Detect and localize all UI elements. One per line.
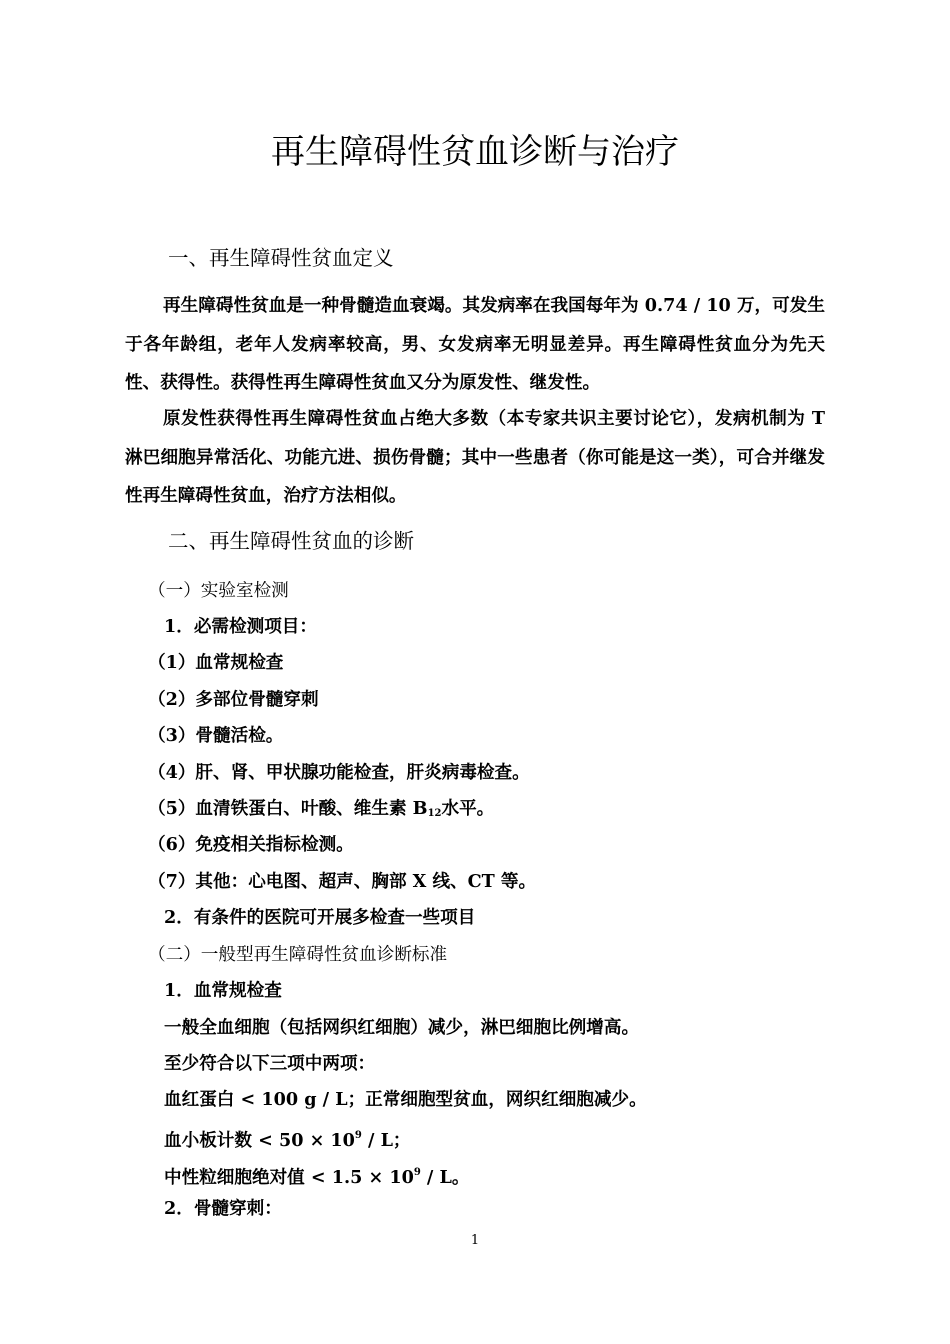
neutrophil-criterion [164,1159,469,1192]
vitamin-b12-subscript: 12 [427,808,442,819]
lab-tests-heading: （一）实验室检测 [148,581,289,601]
lab-item-1: （1）血常规检查 [148,652,284,673]
criteria-heading: （二）一般型再生障碍性贫血诊断标准 [148,945,448,965]
definition-paragraph-2: 原发性获得性再生障碍性贫血占绝大多数（本专家共识主要讨论它），发病机制为 T 淋巴细胞异常活化、功能亢进、损伤骨髓；其中一些患者（你可能是这一类），可合并继发性再生障碍性贫血，治疗方法相似。 [125,408,825,506]
optional-tests-line: 2．有条件的医院可开展多检查一些项目 [164,907,476,928]
lab-item-7: （7）其他：心电图、超声、胸部 X 线、CT 等。 [148,871,537,892]
neutrophil-exponent: 9 [413,1167,421,1178]
hemoglobin-criterion: 血红蛋白 < 100 g / L；正常细胞型贫血，网织红细胞减少。 [164,1089,647,1110]
platelet-criterion [164,1122,411,1155]
marrow-aspiration-heading: 2．骨髓穿刺： [164,1198,282,1219]
blood-routine-heading: 1．血常规检查 [164,980,282,1001]
section1-heading: 一、再生障碍性贫血定义 [168,246,394,270]
page-number: 1 [470,1233,480,1248]
lab-item-2: （2）多部位骨髓穿刺 [148,689,319,710]
criteria-line-1: 一般全血细胞（包括网织红细胞）减少，淋巴细胞比例增高。 [164,1017,640,1038]
definition-paragraph-1: 再生障碍性贫血是一种骨髓造血衰竭。其发病率在我国每年为 0.74 / 10 万，可发生于各年龄组，老年人发病率较高，男、女发病率无明显差异。再生障碍性贫血分为先天性、获得性。获得性再生障碍性贫血又分为原发性、继发性。 [125,295,825,393]
section2-heading: 二、再生障碍性贫血的诊断 [168,529,414,553]
lab-item-3: （3）骨髓活检。 [148,725,284,746]
lab-item-5 [148,795,494,828]
neutrophil-suffix: / L。 [420,1167,470,1188]
neutrophil-prefix: 中性粒细胞绝对值 < 1.5 × 10 [164,1167,414,1188]
lab-item-4: （4）肝、肾、甲状腺功能检查，肝炎病毒检查。 [148,762,530,783]
lab-item-6: （6）免疫相关指标检测。 [148,834,354,855]
criteria-line-2: 至少符合以下三项中两项： [164,1053,376,1074]
lab-item-5-prefix: （5）血清铁蛋白、叶酸、维生素 B [148,798,428,819]
required-tests-heading: 1．必需检测项目： [164,616,317,637]
lab-item-5-suffix: 水平。 [441,798,495,819]
platelet-suffix: / L； [361,1130,411,1151]
document-title: 再生障碍性贫血诊断与治疗 [271,132,679,172]
platelet-exponent: 9 [354,1130,362,1141]
platelet-prefix: 血小板计数 < 50 × 10 [164,1130,355,1151]
